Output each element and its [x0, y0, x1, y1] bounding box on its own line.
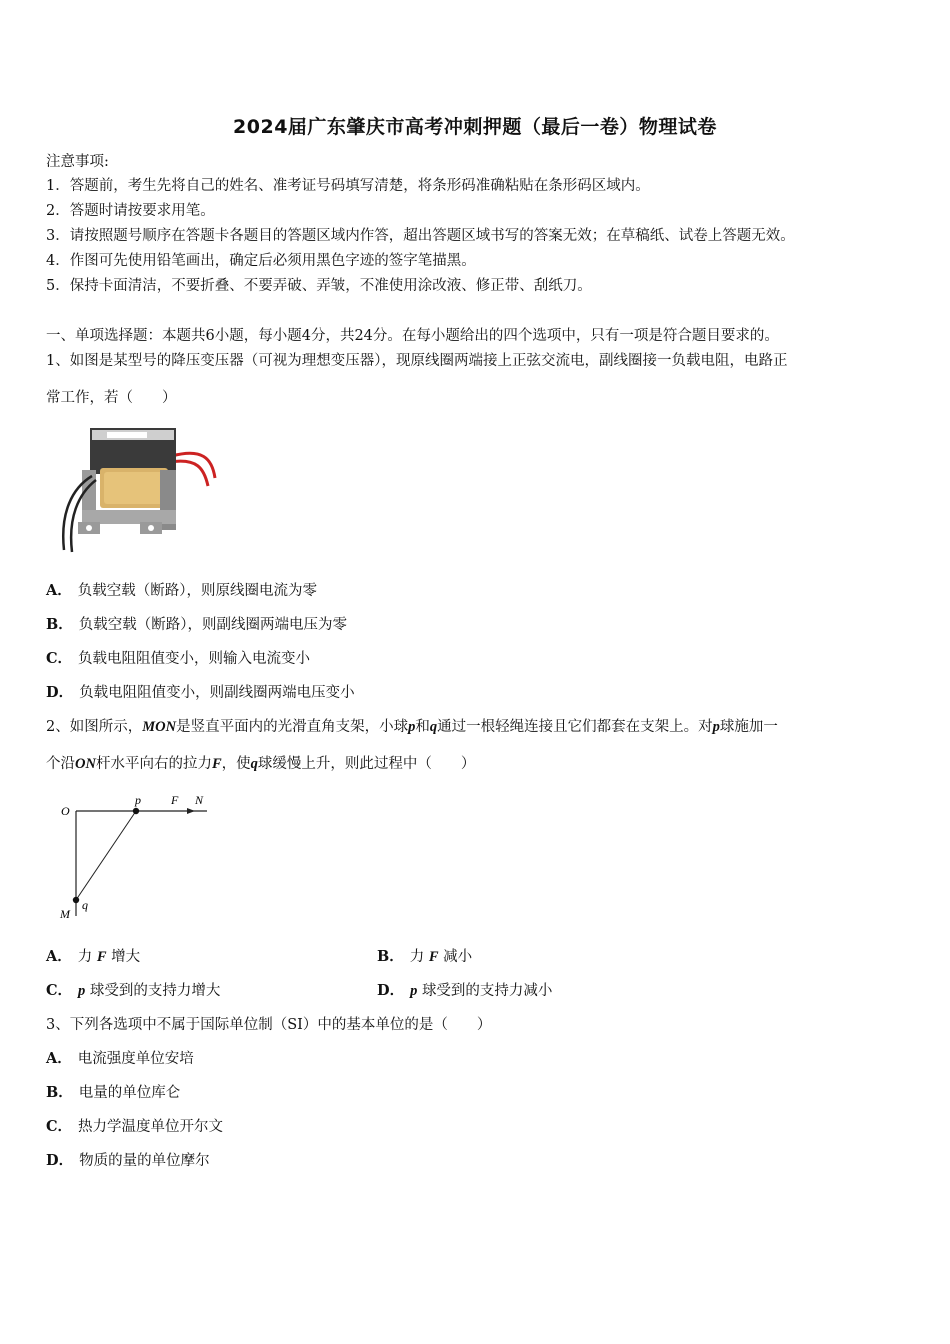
q2-option-b: B． 力 F 减小: [377, 948, 473, 965]
label-O: O: [61, 804, 70, 818]
q3-option-a: A． 电流强度单位安培: [46, 1050, 194, 1067]
q2-option-a: A． 力 F 增大: [46, 948, 141, 965]
q2-option-d: D． p 球受到的支持力减小: [377, 982, 553, 999]
label-F: F: [171, 793, 179, 807]
exam-title: 2024届广东肇庆市高考冲刺押题（最后一卷）物理试卷: [233, 116, 717, 138]
q2-stem-line2: 个沿ON杆水平向右的拉力F，使q球缓慢上升，则此过程中（ ）: [46, 756, 476, 772]
q1-option-d: D． 负载电阻阻值变小，则副线圈两端电压变小: [46, 684, 355, 701]
notice-item-2: 2．答题时请按要求用笔。: [46, 203, 215, 219]
section-heading: 一、单项选择题：本题共6小题，每小题4分，共24分。在每小题给出的四个选项中，只有一项是符合题目要求的。: [46, 328, 779, 344]
q2-stem-line1: 2、如图所示，MON是竖直平面内的光滑直角支架，小球p和q通过一根轻绳连接且它们都套在支架上。对p球施加一: [46, 719, 778, 735]
q3-option-b: B． 电量的单位库仑: [46, 1084, 181, 1101]
transformer-image: [52, 418, 222, 558]
notice-item-3: 3．请按照题号顺序在答题卡各题目的答题区域内作答，超出答题区域书写的答案无效；在草稿纸、试卷上答题无效。: [46, 228, 795, 244]
notice-item-1: 1．答题前，考生先将自己的姓名、准考证号码填写清楚，将条形码准确粘贴在条形码区域内。: [46, 178, 650, 194]
q3-option-c: C． 热力学温度单位开尔文: [46, 1118, 224, 1135]
notice-heading: 注意事项:: [46, 154, 109, 170]
q3-stem: 3、下列各选项中不属于国际单位制（SI）中的基本单位的是（ ）: [46, 1017, 492, 1033]
q1-option-a: A． 负载空载（断路），则原线圈电流为零: [46, 582, 318, 599]
q1-option-b: B． 负载空载（断路），则副线圈两端电压为零: [46, 616, 348, 633]
label-p: p: [135, 793, 141, 807]
q3-option-d: D． 物质的量的单位摩尔: [46, 1152, 210, 1169]
label-q: q: [82, 898, 88, 912]
q1-stem-line2: 常工作，若（ ）: [46, 390, 177, 406]
q2-option-c: C． p 球受到的支持力增大: [46, 982, 221, 999]
label-M: M: [60, 907, 70, 921]
notice-item-5: 5．保持卡面清洁，不要折叠、不要弄破、弄皱，不准使用涂改液、修正带、刮纸刀。: [46, 278, 592, 294]
q1-option-c: C． 负载电阻阻值变小，则输入电流变小: [46, 650, 311, 667]
label-N: N: [195, 793, 204, 807]
notice-item-4: 4．作图可先使用铅笔画出，确定后必须用黑色字迹的签字笔描黑。: [46, 253, 476, 269]
mon-frame-diagram: [55, 788, 225, 928]
q1-stem-line1: 1、如图是某型号的降压变压器（可视为理想变压器），现原线圈两端接上正弦交流电，副线圈接一负载电阻，电路正: [46, 353, 788, 369]
